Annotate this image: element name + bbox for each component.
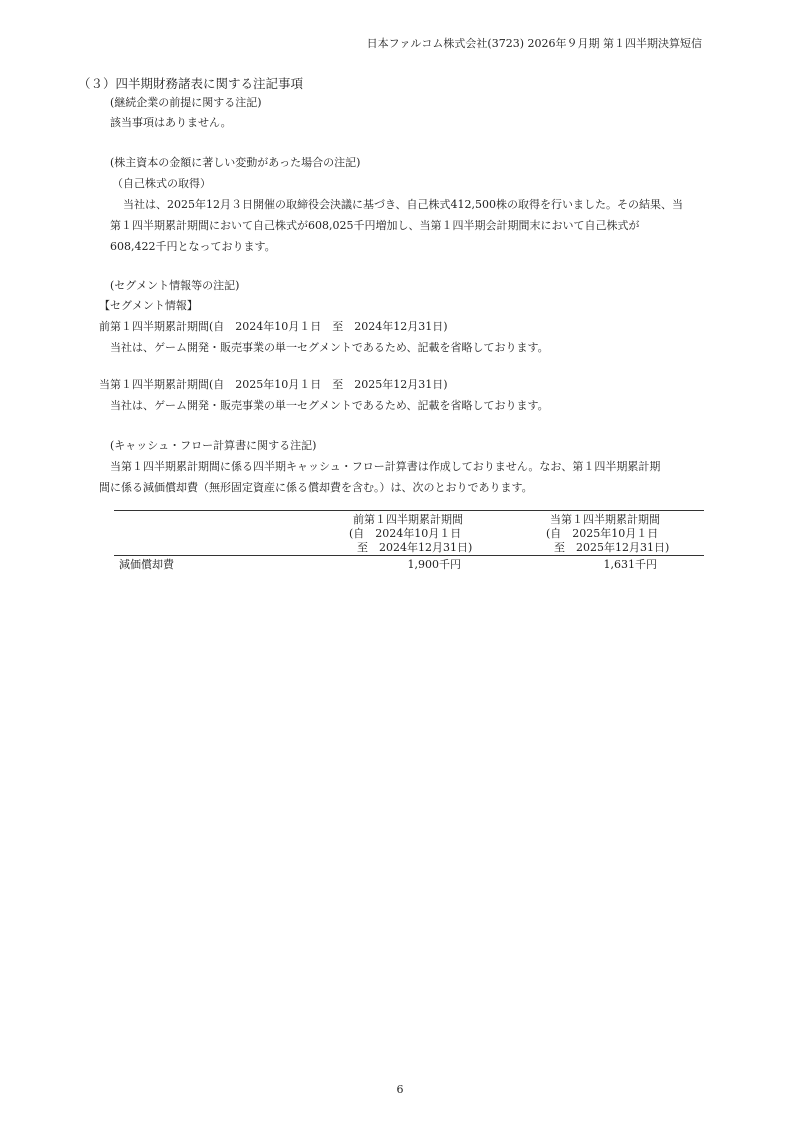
equity-line-3: 608,422千円となっております。 xyxy=(110,240,276,253)
segment-curr-text: 当社は、ゲーム開発・販売事業の単一セグメントであるため、記載を省略しております。 xyxy=(110,399,549,412)
table-header-rule xyxy=(114,555,704,556)
equity-line-1: 当社は、2025年12月３日開催の取締役会決議に基づき、自己株式412,500株の取得を行いました。その結果、当 xyxy=(123,198,684,211)
col1-header-line3: 至 2024年12月31日) xyxy=(357,541,473,554)
page-number: 6 xyxy=(396,1083,404,1096)
equity-heading: (株主資本の金額に著しい変動があった場合の注記) xyxy=(110,156,361,169)
depreciation-label: 減価償却費 xyxy=(119,558,174,571)
col1-header-line2: (自 2024年10月１日 xyxy=(349,527,462,540)
segment-bracket-title: 【セグメント情報】 xyxy=(99,299,198,312)
segment-heading: (セグメント情報等の注記) xyxy=(110,279,240,292)
cashflow-heading: (キャッシュ・フロー計算書に関する注記) xyxy=(110,439,317,452)
page-header: 日本ファルコム株式会社(3723) 2026年９月期 第１四半期決算短信 xyxy=(366,37,702,50)
col2-header-line2: (自 2025年10月１日 xyxy=(546,527,659,540)
segment-prev-text: 当社は、ゲーム開発・販売事業の単一セグメントであるため、記載を省略しております。 xyxy=(110,341,549,354)
equity-line-2: 第１四半期累計期間において自己株式が608,025千円増加し、当第１四半期会計期間末において自己株式が xyxy=(110,219,640,232)
cashflow-line-1: 当第１四半期累計期間に係る四半期キャッシュ・フロー計算書は作成しておりません。なお、第１四半期累計期 xyxy=(110,460,661,473)
depreciation-curr-value: 1,631千円 xyxy=(603,558,657,571)
depreciation-prev-value: 1,900千円 xyxy=(407,558,461,571)
going-concern-body: 該当事項はありません。 xyxy=(110,116,232,129)
table-top-rule xyxy=(114,510,704,511)
col2-header-line3: 至 2025年12月31日) xyxy=(554,541,670,554)
col2-header-line1: 当第１四半期累計期間 xyxy=(550,513,660,526)
cashflow-line-2: 間に係る減価償却費（無形固定資産に係る償却費を含む。）は、次のとおりであります。 xyxy=(99,481,533,494)
going-concern-heading: (継続企業の前提に関する注記) xyxy=(110,96,262,109)
col1-header-line1: 前第１四半期累計期間 xyxy=(353,513,463,526)
equity-subheading: （自己株式の取得） xyxy=(112,177,211,190)
segment-curr-period: 当第１四半期累計期間(自 2025年10月１日 至 2025年12月31日) xyxy=(99,378,448,391)
segment-prev-period: 前第１四半期累計期間(自 2024年10月１日 至 2024年12月31日) xyxy=(99,320,448,333)
section-title: （３）四半期財務諸表に関する注記事項 xyxy=(78,76,304,91)
